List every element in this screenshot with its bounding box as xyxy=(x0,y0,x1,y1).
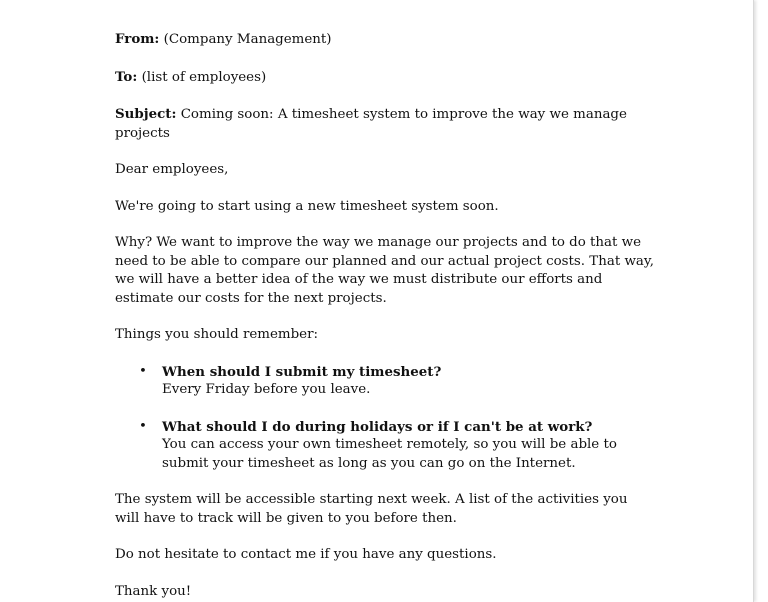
closing: Thank you! xyxy=(115,583,192,599)
system-note-paragraph: The system will be accessible starting next week. A list of the activities you will have to track will be given to you before then. xyxy=(115,492,628,526)
bullet-icon: • xyxy=(139,418,147,434)
greeting: Dear employees, xyxy=(115,162,229,177)
list-item xyxy=(115,363,655,400)
to-value: (list of employees) xyxy=(141,69,267,85)
subject-line xyxy=(115,105,655,143)
faq-answer: Every Friday before you leave. xyxy=(162,382,371,397)
bullet-icon: • xyxy=(139,363,147,379)
faq-question: What should I do during holidays or if I can't be at work? xyxy=(162,418,593,435)
faq-answer: You can access your own timesheet remotely, so you will be able to submit your timesheet as long as you can go on the Internet. xyxy=(162,437,617,471)
subject-value: Coming soon: A timesheet system to improve the way we manage projects xyxy=(115,107,627,141)
memo-body xyxy=(115,30,655,601)
list-item xyxy=(115,418,655,474)
why-paragraph: Why? We want to improve the way we manage our projects and to do that we need to be able to compare our planned and our actual project costs. That way, we will have a better idea of the way we must distribute our efforts and estimate our costs for the next projects. xyxy=(115,235,654,306)
from-label: From: xyxy=(115,31,160,47)
remember-heading: Things you should remember: xyxy=(115,327,319,342)
subject-label: Subject: xyxy=(115,106,177,122)
to-line xyxy=(115,68,655,88)
faq-question: When should I submit my timesheet? xyxy=(162,363,442,380)
from-value: (Company Management) xyxy=(163,32,332,47)
to-label: To: xyxy=(115,68,138,85)
from-line xyxy=(115,30,655,50)
intro-paragraph: We're going to start using a new timesheet system soon. xyxy=(115,198,499,214)
contact-paragraph: Do not hesitate to contact me if you have any questions. xyxy=(115,547,497,562)
faq-list xyxy=(115,363,655,474)
